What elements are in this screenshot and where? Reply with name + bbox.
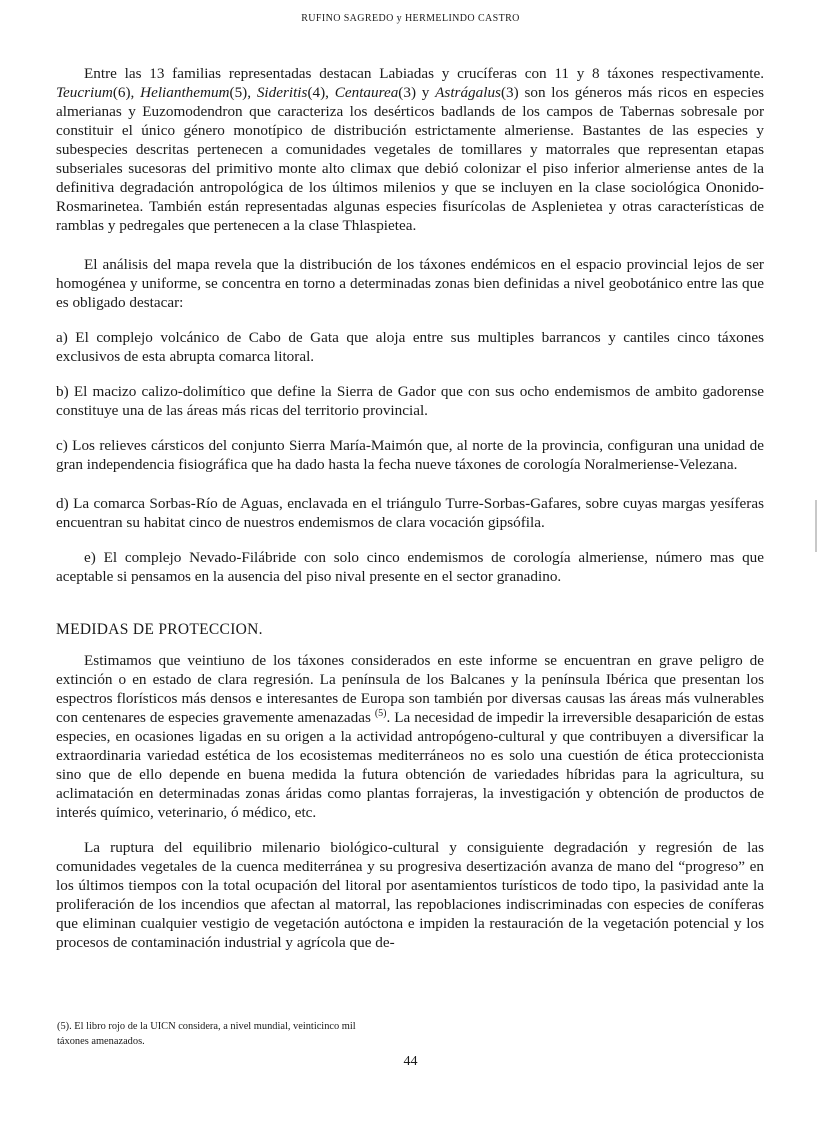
genus-name: Sideritis — [256, 84, 308, 101]
list-item-d: d) La comarca Sorbas-Río de Aguas, enclavada en el triángulo Turre-Sorbas-Gafares, sobre cuyas margas yesíferas encuentran su habitat cinco de nuestros endemismos de clara vocación gipsófila. — [56, 495, 764, 531]
genus-name: Astrágalus — [435, 84, 501, 101]
text-run: (6), — [112, 84, 141, 101]
section-heading: MEDIDAS DE PROTECCION. — [56, 621, 263, 638]
footnote: (5). El libro rojo de la UICN considera, a nivel mundial, veinticinco mil táxones amenazados. — [57, 1021, 356, 1047]
genus-name: Centaurea — [334, 84, 399, 101]
paragraph-map-analysis: El análisis del mapa revela que la distribución de los táxones endémicos en el espacio provincial lejos de ser homogénea y uniforme, se concentra en torno a determinadas zonas bien definidas a nivel geobotánico entre las que es obligado destacar: — [56, 256, 764, 311]
text-run: (3) son los géneros más ricos en especies almerianas y Euzomodendron que caracteriza los desérticos badlands de los campos de Tabernas sobresale por constituir el único género monotípico de distribución estrictamente almeriense. Bastantes de las especies y subespecies descritas pertenecen a comunidades vegetales de tomillares y matorrales que representan etapas subseriales sucesoras del primitivo monte alto climax que debió colonizar el piso inferior almeriense antes de la definitiva degradación antropológica de los últimos milenios y que se incluyen en la clase sociológica Ononido-Rosmarinetea. También están representadas algunas especies fisurícolas de Asplenietea y otras características de ramblas y pedregales que pertenecen a la clase Thlaspietea. — [56, 84, 764, 234]
text-run: (4), — [307, 84, 335, 101]
text-run: Estimamos que veintiuno de los táxones considerados en este informe se encuentran en grave peligro de extinción o en estado de clara regresión. La península de los Balcanes y la península Ibérica que presentan los espectros florísticos más densos e interesantes de Europa son también por diversas causas las áreas más vulnerables con centenares de especies gravemente amenazadas — [56, 652, 764, 726]
footnote-ref: (5) — [374, 707, 387, 719]
genus-name: Helianthemum — [140, 84, 230, 101]
paragraph-families — [56, 64, 764, 235]
list-item-a: a) El complejo volcánico de Cabo de Gata que aloja entre sus multiples barrancos y cantiles cinco táxones exclusivos de esta abrupta comarca litoral. — [56, 329, 764, 365]
list-item-e: e) El complejo Nevado-Filábride con solo cinco endemismos de corología almeriense, número mas que aceptable si pensamos en la ausencia del piso nival presente en el sector granadino. — [56, 549, 764, 585]
text-run: (5), — [229, 84, 257, 101]
page-number: 44 — [403, 1054, 418, 1069]
paragraph-protection — [56, 651, 764, 822]
genus-name: Teucrium — [56, 84, 113, 101]
text-run: . La necesidad de impedir la irreversible desaparición de estas especies, en ocasiones ligadas en su origen a la actividad antropógeno-cultural y que contribuyen a diversificar la extraordinaria variedad estética de los ecosistemas mediterráneos no es solo una cuestión de ética proteccionista sino que de ello depende en buena medida la futura obtención de variedades híbridas para la agricultura, su aclimatación en determinadas zonas áridas como plantas forrajeras, la investigación y obtención de productos de interés químico, veterinario, ó médico, etc. — [56, 709, 765, 821]
running-head: RUFINO SAGREDO y HERMELINDO CASTRO — [301, 13, 520, 24]
paragraph-rupture: La ruptura del equilibrio milenario biológico-cultural y consiguiente degradación y regresión de las comunidades vegetales de la cuenca mediterránea y su progresiva desertización avanza de mano del “progreso” en los últimos tiempos con la total ocupación del litoral por asentamientos turísticos de todo tipo, la pasividad ante la proliferación de los incendios que afectan al matorral, las repoblaciones indiscriminadas con especies de coníferas que eliminan cualquier vestigio de vegetación autóctona e impiden la restauración de la vegetación potencial y los procesos de contaminación industrial y agrícola que de- — [56, 839, 764, 951]
main-text — [56, 64, 764, 963]
list-item-b: b) El macizo calizo-dolimítico que define la Sierra de Gador que con sus ocho endemismos de ambito gadorense constituye una de las áreas más ricas del territorio provincial. — [56, 383, 764, 419]
list-item-c: c) Los relieves cársticos del conjunto Sierra María-Maimón que, al norte de la provincia, configuran una unidad de gran independencia fisiográfica que ha dado hasta la fecha nueve táxones de corología Noralmeriense-Velezana. — [56, 437, 764, 473]
text-run: (3) y — [398, 84, 436, 101]
text-run: Entre las 13 familias representadas destacan Labiadas y crucíferas con 11 y 8 táxones respectivamente. — [84, 65, 764, 82]
scan-edge-mark — [815, 500, 817, 552]
